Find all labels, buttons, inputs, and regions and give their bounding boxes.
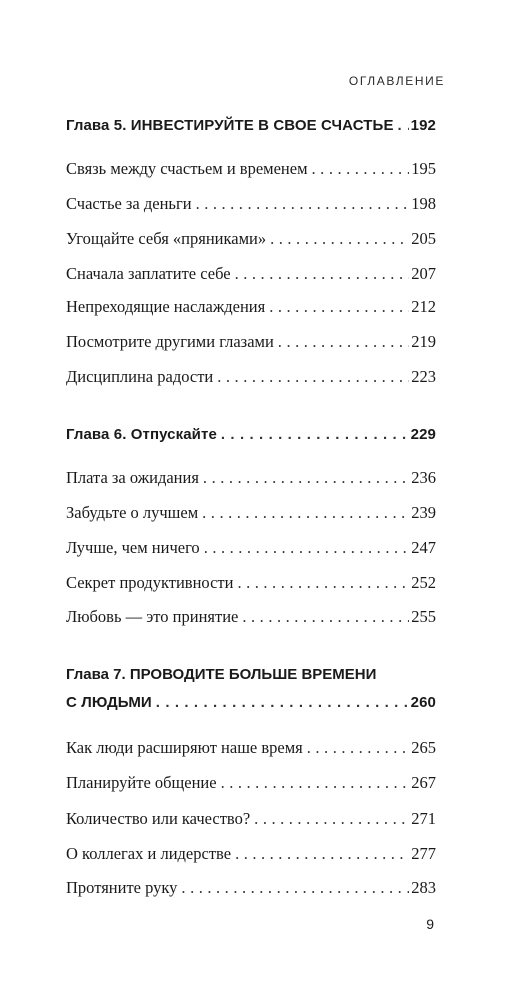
entry-title: О коллегах и лидерстве xyxy=(66,844,232,863)
entry-title: Забудьте о лучшем xyxy=(66,503,199,522)
entry-title: Секрет продуктивности xyxy=(66,573,234,592)
dot-leader xyxy=(278,332,409,352)
toc-entry[interactable] xyxy=(66,573,436,593)
dot-leader xyxy=(217,367,409,387)
entry-title: Любовь — это принятие xyxy=(66,607,239,626)
entry-page: 247 xyxy=(411,538,436,557)
dot-leader xyxy=(203,468,409,488)
dot-leader xyxy=(181,878,409,898)
entry-page: 252 xyxy=(411,573,436,592)
dot-leader xyxy=(235,264,410,284)
dot-leader xyxy=(156,693,409,713)
chapter-title: Глава 5. ИНВЕСТИРУЙТЕ В СВОЕ СЧАСТЬЕ xyxy=(66,117,394,134)
toc-entry[interactable] xyxy=(66,809,436,829)
entry-title: Дисциплина радости xyxy=(66,367,214,386)
entry-page: 207 xyxy=(411,264,436,283)
page-number: 9 xyxy=(426,916,434,932)
toc-entry[interactable] xyxy=(66,538,436,558)
entry-title: Количество или качество? xyxy=(66,809,251,828)
dot-leader xyxy=(254,809,409,829)
entry-page: 267 xyxy=(411,773,436,792)
running-header: ОГЛАВЛЕНИЕ xyxy=(348,74,445,88)
entry-title: Протяните руку xyxy=(66,878,178,897)
dot-leader xyxy=(202,503,409,523)
dot-leader xyxy=(269,297,409,317)
entry-page: 195 xyxy=(411,159,436,178)
toc-entry[interactable] xyxy=(66,503,436,523)
chapter-title-line-1[interactable]: Глава 7. ПРОВОДИТЕ БОЛЬШЕ ВРЕМЕНИ xyxy=(66,666,377,683)
toc-chapter-6[interactable] xyxy=(66,425,436,445)
entry-title: Непреходящие наслаждения xyxy=(66,297,266,316)
entry-page: 205 xyxy=(411,229,436,248)
entry-page: 223 xyxy=(411,367,436,386)
entry-page: 265 xyxy=(411,738,436,757)
toc-entry[interactable] xyxy=(66,878,436,898)
chapter-page: 192 xyxy=(410,117,436,134)
entry-page: 271 xyxy=(411,809,436,828)
entry-title: Угощайте себя «пряниками» xyxy=(66,229,267,248)
dot-leader xyxy=(312,159,410,179)
entry-page: 219 xyxy=(411,332,436,351)
toc-entry[interactable] xyxy=(66,367,436,387)
entry-page: 283 xyxy=(411,878,436,897)
dot-leader xyxy=(398,116,409,136)
entry-page: 236 xyxy=(411,468,436,487)
toc-chapter-7[interactable] xyxy=(66,693,436,713)
dot-leader xyxy=(307,738,410,758)
toc-entry[interactable] xyxy=(66,194,436,214)
entry-title: Сначала заплатите себе xyxy=(66,264,231,283)
toc-entry[interactable] xyxy=(66,297,436,317)
entry-title: Плата за ожидания xyxy=(66,468,199,487)
toc-entry[interactable] xyxy=(66,229,436,249)
dot-leader xyxy=(221,425,409,445)
toc-entry[interactable] xyxy=(66,773,436,793)
chapter-title: С ЛЮДЬМИ xyxy=(66,694,152,711)
dot-leader xyxy=(196,194,410,214)
entry-page: 277 xyxy=(411,844,436,863)
toc-entry[interactable] xyxy=(66,844,436,864)
toc-entry[interactable] xyxy=(66,332,436,352)
toc-entry[interactable] xyxy=(66,159,436,179)
toc-chapter-5[interactable] xyxy=(66,116,436,136)
toc-entry[interactable] xyxy=(66,264,436,284)
dot-leader xyxy=(270,229,409,249)
toc-entry[interactable] xyxy=(66,738,436,758)
entry-title: Планируйте общение xyxy=(66,773,217,792)
dot-leader xyxy=(237,573,409,593)
toc-entry[interactable] xyxy=(66,468,436,488)
entry-title: Лучше, чем ничего xyxy=(66,538,200,557)
chapter-page: 260 xyxy=(410,694,436,711)
entry-title: Как люди расширяют наше время xyxy=(66,738,303,757)
dot-leader xyxy=(242,607,409,627)
entry-title: Счастье за деньги xyxy=(66,194,192,213)
chapter-title: Глава 6. Отпускайте xyxy=(66,426,217,443)
dot-leader xyxy=(204,538,410,558)
entry-page: 198 xyxy=(411,194,436,213)
entry-page: 255 xyxy=(411,607,436,626)
chapter-page: 229 xyxy=(410,426,436,443)
entry-title: Связь между счастьем и временем xyxy=(66,159,308,178)
dot-leader xyxy=(221,773,410,793)
toc-entry[interactable] xyxy=(66,607,436,627)
dot-leader xyxy=(235,844,409,864)
entry-title: Посмотрите другими глазами xyxy=(66,332,274,351)
entry-page: 212 xyxy=(411,297,436,316)
entry-page: 239 xyxy=(411,503,436,522)
